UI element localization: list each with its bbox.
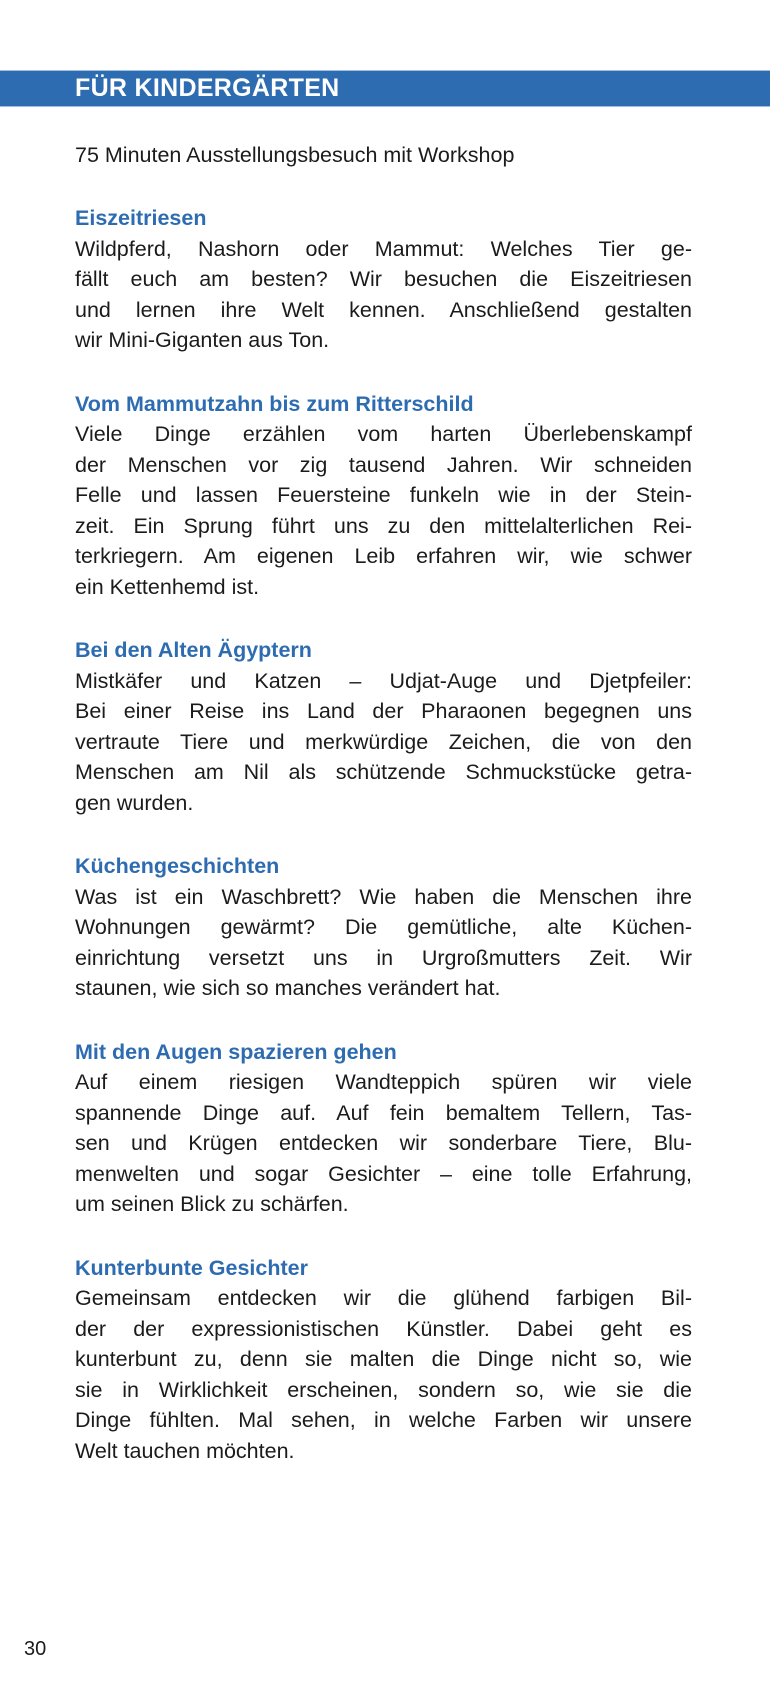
subtitle: 75 Minuten Ausstellungsbesuch mit Workshop [75, 143, 515, 167]
section-heading: Küchengeschichten [75, 854, 280, 878]
page-title: FÜR KINDERGÄRTEN [75, 74, 340, 102]
body-line: sen und Krügen entdecken wir sonderbare Tiere, Blu- [75, 1131, 692, 1155]
section-body [75, 1067, 692, 1220]
body-line: Viele Dinge erzählen vom harten Überlebenskampf [75, 422, 692, 446]
body-line: Wohnungen gewärmt? Die gemütliche, alte Küchen- [75, 915, 692, 939]
section-4 [75, 851, 692, 1004]
section-body [75, 1283, 692, 1466]
section-heading: Vom Mammutzahn bis zum Ritterschild [75, 391, 474, 416]
section-6 [75, 1253, 692, 1467]
body-line: Welt tauchen möchten. [75, 1438, 295, 1463]
body-line: menwelten und sogar Gesichter – eine tolle Erfahrung, [75, 1161, 692, 1186]
body-line: zeit. Ein Sprung führt uns zu den mittelalterlichen Rei- [75, 513, 692, 538]
section-body [75, 666, 692, 819]
body-line: der der expressionistischen Künstler. Dabei geht es [75, 1316, 692, 1341]
body-line: Gemeinsam entdecken wir die glühend farbigen Bil- [75, 1286, 692, 1310]
page-content [0, 140, 770, 1466]
section-heading: Kunterbunte Gesichter [75, 1255, 308, 1280]
section-body [75, 882, 692, 1004]
body-line: Auf einem riesigen Wandteppich spüren wir viele [75, 1070, 692, 1094]
body-line: Bei einer Reise ins Land der Pharaonen begegnen uns [75, 699, 692, 723]
section-2 [75, 389, 692, 603]
body-line: terkriegern. Am eigenen Leib erfahren wir, wie schwer [75, 544, 692, 568]
body-line: gen wurden. [75, 790, 194, 815]
body-line: wir Mini-Giganten aus Ton. [75, 328, 330, 352]
section-1 [75, 203, 692, 356]
body-line: Felle und lassen Feuersteine funkeln wie in der Stein- [75, 483, 692, 507]
section-heading: Eiszeitriesen [75, 206, 207, 230]
section-header-bar [0, 70, 770, 107]
body-line: der Menschen vor zig tausend Jahren. Wir schneiden [75, 452, 692, 477]
body-line: vertraute Tiere und merkwürdige Zeichen, die von den [75, 729, 692, 754]
body-line: Mistkäfer und Katzen – Udjat-Auge und Djetpfeiler: [75, 668, 692, 693]
body-line: sie in Wirklichkeit erscheinen, sondern so, wie sie die [75, 1377, 692, 1402]
section-3 [75, 635, 692, 818]
page-number: 30 [24, 1638, 47, 1660]
body-line: spannende Dinge auf. Auf fein bemaltem Tellern, Tas- [75, 1100, 692, 1125]
body-line: kunterbunt zu, denn sie malten die Dinge nicht so, wie [75, 1347, 692, 1371]
body-line: und lernen ihre Welt kennen. Anschließend gestalten [75, 297, 692, 322]
body-line: um seinen Blick zu schärfen. [75, 1192, 349, 1216]
section-heading: Mit den Augen spazieren gehen [75, 1039, 397, 1064]
sections [75, 203, 692, 1466]
brochure-page [0, 70, 770, 1687]
body-line: Menschen am Nil als schützende Schmuckstücke getra- [75, 760, 692, 784]
body-line: Wildpferd, Nashorn oder Mammut: Welches Tier ge- [75, 236, 692, 261]
section-heading: Bei den Alten Ägyptern [75, 638, 312, 662]
body-line: Was ist ein Waschbrett? Wie haben die Menschen ihre [75, 884, 692, 909]
body-line: fällt euch am besten? Wir besuchen die Eiszeitriesen [75, 267, 692, 291]
body-line: Dinge fühlten. Mal sehen, in welche Farben wir unsere [75, 1408, 692, 1432]
section-5 [75, 1037, 692, 1220]
section-body [75, 419, 692, 602]
body-line: einrichtung versetzt uns in Urgroßmutters Zeit. Wir [75, 945, 692, 970]
body-line: staunen, wie sich so manches verändert hat. [75, 976, 501, 1000]
section-body [75, 234, 692, 356]
body-line: ein Kettenhemd ist. [75, 574, 260, 599]
